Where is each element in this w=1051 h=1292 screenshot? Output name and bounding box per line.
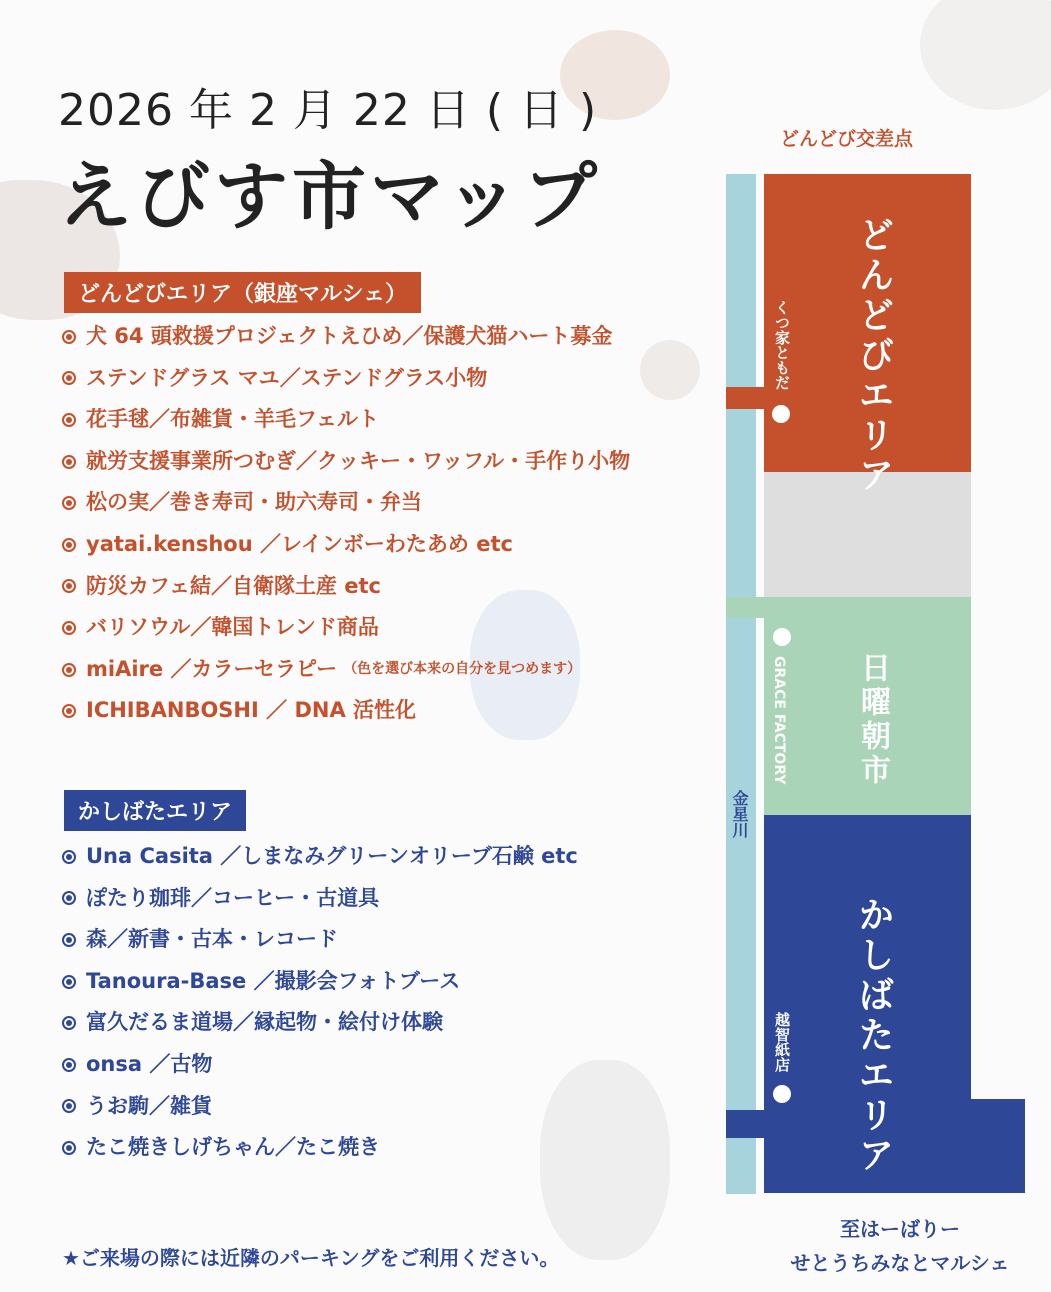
list-item: ICHIBANBOSHI ／ DNA 活性化: [62, 690, 630, 732]
list-item: ステンドグラス マユ／ステンドグラス小物: [62, 358, 630, 400]
list-item: バリソウル／韓国トレンド商品: [62, 607, 630, 649]
map-shop-ochi-label: 越智紙店: [773, 1012, 791, 1072]
map-direction-label: [750, 1212, 1050, 1280]
target-bullet-icon: [62, 413, 76, 427]
parking-note: ★ご来場の際には近隣のパーキングをご利用ください。: [62, 1246, 560, 1270]
list-item: 松の実／巻き寿司・助六寿司・弁当: [62, 482, 630, 524]
map-shop-grace-label: GRACE FACTORY: [771, 656, 787, 785]
target-bullet-icon: [62, 1058, 76, 1072]
list-item: 犬 64 頭救援プロジェクトえひめ／保護犬猫ハート募金: [62, 316, 630, 358]
vendor-list-kashibata: [62, 836, 578, 1169]
target-bullet-icon: [62, 975, 76, 989]
map-area-kashibata-label: かしばたエリア: [853, 896, 894, 1176]
list-item: 防災カフェ結／自衛隊土産 etc: [62, 566, 630, 608]
map-area-kashibata-extension: [971, 1099, 1025, 1193]
map-shop-marker-icon: [772, 405, 790, 423]
map-area-sunday-market-label: 日曜朝市: [855, 652, 890, 788]
list-item: 就労支援事業所つむぎ／クッキー・ワッフル・手作り小物: [62, 441, 630, 483]
list-item: うお駒／雑貨: [62, 1086, 578, 1128]
target-bullet-icon: [62, 538, 76, 552]
map-red-connector: [726, 387, 771, 409]
target-bullet-icon: [62, 850, 76, 864]
list-item: 森／新書・古本・レコード: [62, 919, 578, 961]
target-bullet-icon: [62, 330, 76, 344]
target-bullet-icon: [62, 579, 76, 593]
list-item: 花手毬／布雑貨・羊毛フェルト: [62, 399, 630, 441]
list-item: onsa ／古物: [62, 1044, 578, 1086]
map-shop-marker-icon: [773, 1085, 791, 1103]
target-bullet-icon: [62, 663, 76, 677]
target-bullet-icon: [62, 1016, 76, 1030]
target-bullet-icon: [62, 371, 76, 385]
map-river: [726, 174, 756, 1194]
list-item: 富久だるま道場／縁起物・絵付け体験: [62, 1002, 578, 1044]
list-item: Tanoura-Base ／撮影会フォトブース: [62, 961, 578, 1003]
map-direction-line1: 至はーばりー: [840, 1217, 960, 1241]
section-title-kashibata: かしばたエリア: [64, 790, 246, 831]
target-bullet-icon: [62, 933, 76, 947]
target-bullet-icon: [62, 891, 76, 905]
item-note: （色を選び本来の自分を見つめます）: [343, 660, 582, 677]
map-shop-marker-icon: [773, 628, 791, 646]
map-blue-connector: [726, 1110, 771, 1138]
list-item: ぽたり珈琲／コーヒー・古道具: [62, 878, 578, 920]
list-item: yatai.kenshou ／レインボーわたあめ etc: [62, 524, 630, 566]
list-item: Una Casita ／しまなみグリーンオリーブ石鹸 etc: [62, 836, 578, 878]
map-direction-line2: せとうちみなとマルシェ: [790, 1251, 1010, 1275]
page-title: えびす市マップ: [58, 154, 602, 240]
target-bullet-icon: [62, 455, 76, 469]
background-blob: [640, 340, 700, 400]
map-river-label: 金星川: [730, 790, 749, 838]
target-bullet-icon: [62, 1099, 76, 1113]
target-bullet-icon: [62, 621, 76, 635]
map-area-dondobi-label: どんどびエリア: [853, 216, 894, 496]
event-date: 2026 年 2 月 22 日 ( 日 ): [58, 85, 598, 136]
section-title-dondobi: どんどびエリア（銀座マルシェ）: [64, 272, 421, 313]
target-bullet-icon: [62, 704, 76, 718]
list-item: miAire ／カラーセラピー （色を選び本来の自分を見つめます）: [62, 649, 630, 691]
map-intersection-label: どんどび交差点: [780, 128, 914, 150]
vendor-list-dondobi: [62, 316, 630, 732]
target-bullet-icon: [62, 1141, 76, 1155]
background-blob: [920, 0, 1051, 110]
map-green-connector: [726, 597, 771, 618]
list-item: たこ焼きしげちゃん／たこ焼き: [62, 1127, 578, 1169]
target-bullet-icon: [62, 496, 76, 510]
map-shop-kutsu-label: くつ家ともだ: [773, 300, 791, 390]
